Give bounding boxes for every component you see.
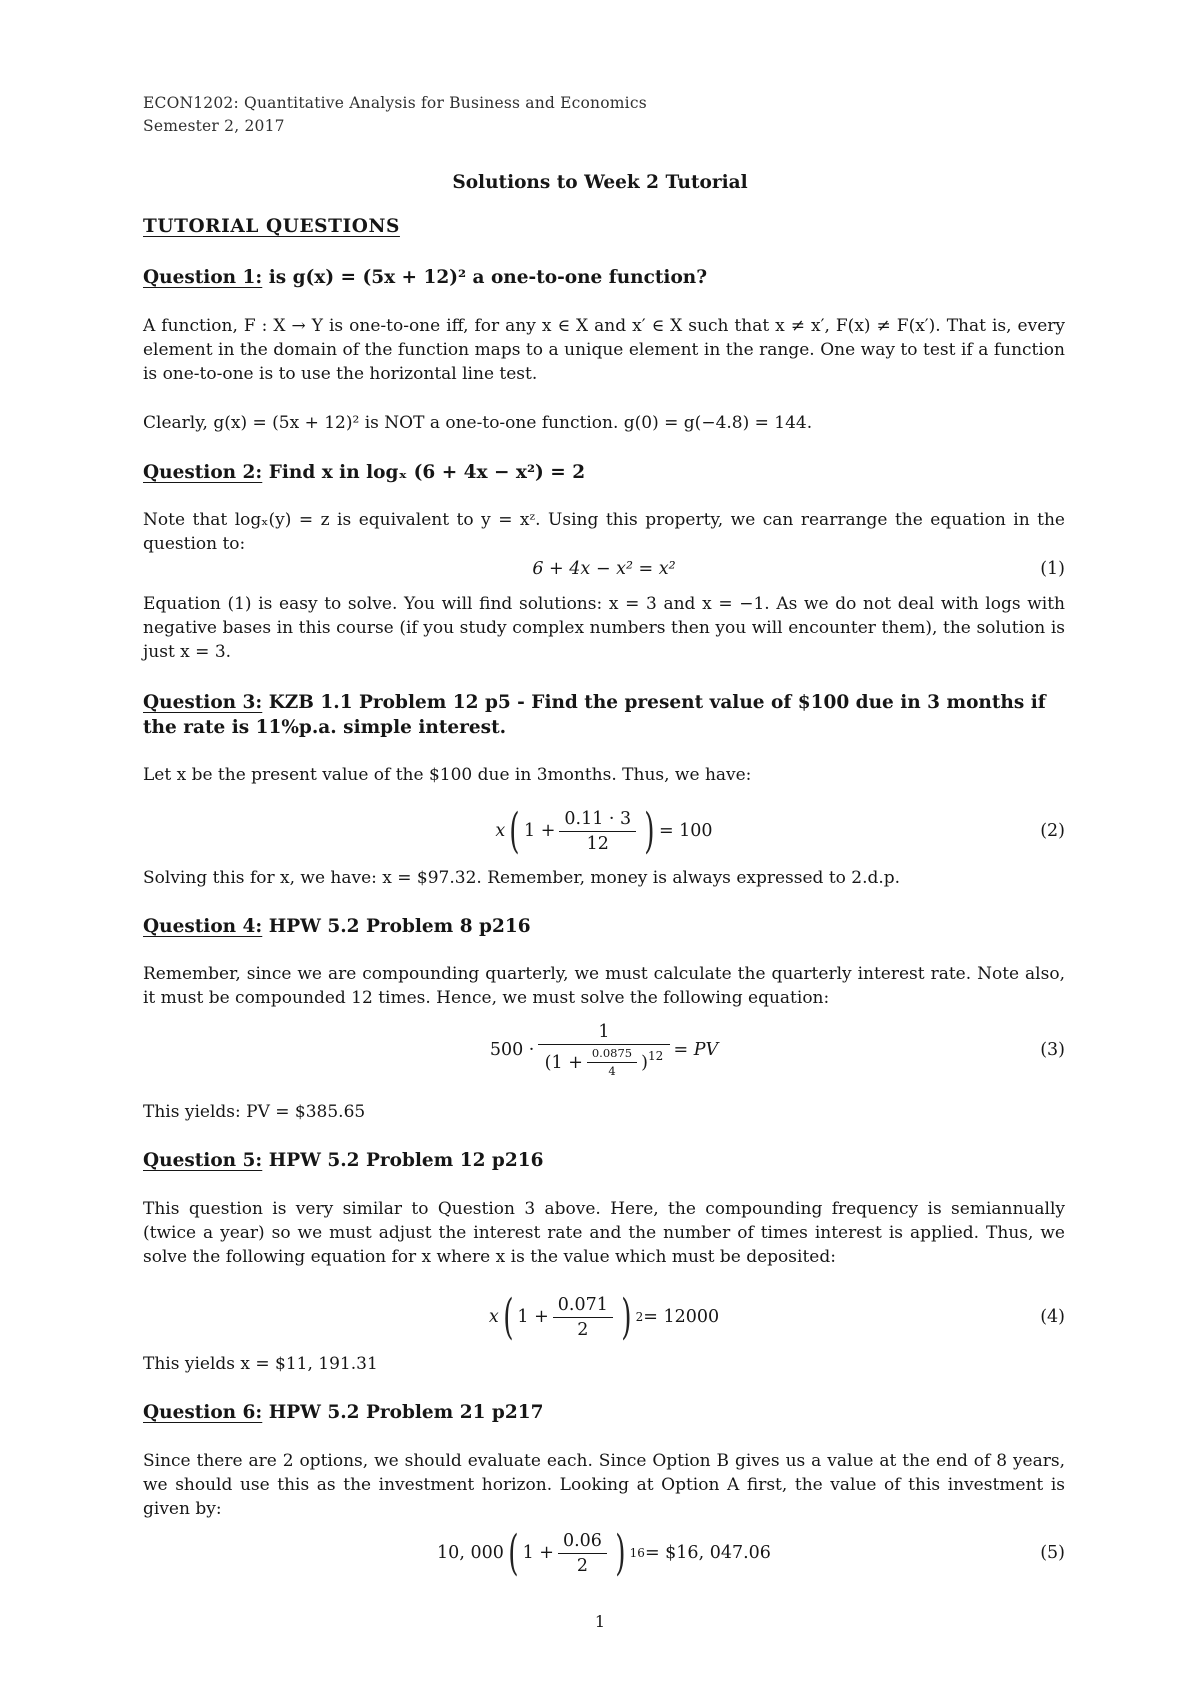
question-4-heading xyxy=(143,914,1065,939)
fraction-denominator: 2 xyxy=(576,1555,588,1576)
section-heading: TUTORIAL QUESTIONS xyxy=(143,216,400,237)
equation-number: (1) xyxy=(1040,559,1065,579)
equation-rhs: = PV xyxy=(673,1040,719,1060)
inner-denominator: 4 xyxy=(608,1064,616,1078)
question-label: Question 3: xyxy=(143,692,263,713)
close-paren: ) xyxy=(615,1525,626,1581)
denominator-open: (1 + xyxy=(544,1052,583,1073)
fraction-numerator: 1 xyxy=(538,1022,669,1045)
question-6-paragraph-1: Since there are 2 options, we should evaluate each. Since Option B gives us a value at the end of 8 years, we should use this as the investment horizon. Looking at Option A first, the value of this investment is given by: xyxy=(143,1451,1065,1519)
question-2-paragraph-2: Equation (1) is easy to solve. You will find solutions: x = 3 and x = −1. As we do not deal with logs with negative bases in this course (if you study complex numbers then you will encounter them), the solution is just x = 3. xyxy=(143,594,1065,662)
close-paren: ) xyxy=(644,803,655,859)
denominator-exponent: 12 xyxy=(647,1048,664,1063)
question-4-paragraph-1: Remember, since we are compounding quarterly, we must calculate the quarterly interest rate. Note also, it must be compounded 12 times. Hence, we must solve the following equation: xyxy=(143,964,1065,1008)
open-paren: ( xyxy=(509,803,520,859)
fraction-numerator: 0.071 xyxy=(553,1295,613,1318)
question-label: Question 2: xyxy=(143,462,263,483)
question-2-paragraph-1: Note that logₓ(y) = z is equivalent to y = xᶻ. Using this property, we can rearrange the equation in the question to: xyxy=(143,510,1065,554)
question-label: Question 5: xyxy=(143,1150,263,1171)
equation-number: (5) xyxy=(1040,1543,1065,1563)
equation-3 xyxy=(143,1020,1065,1080)
question-1-paragraph-2: Clearly, g(x) = (5x + 12)² is NOT a one-to-one function. g(0) = g(−4.8) = 144. xyxy=(143,413,813,433)
equation-4 xyxy=(143,1286,1065,1348)
equation-fraction xyxy=(553,1295,613,1340)
equation-one: 1 + xyxy=(517,1307,549,1327)
document-header xyxy=(143,92,647,138)
page-number: 1 xyxy=(594,1612,606,1631)
question-text: HPW 5.2 Problem 21 p217 xyxy=(268,1402,544,1423)
question-label: Question 6: xyxy=(143,1402,263,1423)
equation-2 xyxy=(143,800,1065,862)
equation-one: 1 + xyxy=(522,1543,554,1563)
question-2-heading xyxy=(143,460,1065,485)
equation-1 xyxy=(143,556,1065,582)
equation-fraction xyxy=(559,809,636,854)
close-paren: ) xyxy=(621,1289,632,1345)
semester-line: Semester 2, 2017 xyxy=(143,117,285,135)
equation-exponent: 2 xyxy=(635,1310,644,1324)
page-title: Solutions to Week 2 Tutorial xyxy=(452,172,748,193)
question-label: Question 1: xyxy=(143,267,263,288)
fraction-denominator: 2 xyxy=(577,1319,589,1340)
open-paren: ( xyxy=(508,1525,519,1581)
question-3-paragraph-1: Let x be the present value of the $100 due in 3months. Thus, we have: xyxy=(143,765,752,785)
question-3-heading xyxy=(143,690,1065,740)
question-1-paragraph-1: A function, F : X → Y is one-to-one iff, for any x ∈ X and x′ ∈ X such that x ≠ x′, F(x) ≠ F(x′). That is, every element in the domain of the function maps to a unique element in the range. One way to test if a function is one-to-one is to use the horizontal line test. xyxy=(143,316,1065,384)
course-title: ECON1202: Quantitative Analysis for Business and Economics xyxy=(143,94,647,112)
question-text: HPW 5.2 Problem 8 p216 xyxy=(268,916,531,937)
question-text: is g(x) = (5x + 12)² a one-to-one function? xyxy=(268,267,708,288)
equation-body: 6 + 4x − x² = x² xyxy=(532,559,676,579)
question-5-heading xyxy=(143,1148,1065,1173)
question-1-heading xyxy=(143,265,1065,290)
fraction-numerator: 0.06 xyxy=(558,1531,607,1554)
equation-lhs: x xyxy=(488,1307,499,1327)
equation-exponent: 16 xyxy=(629,1546,645,1560)
question-text: HPW 5.2 Problem 12 p216 xyxy=(268,1150,544,1171)
fraction-denominator: 12 xyxy=(586,833,609,854)
question-5-paragraph-1: This question is very similar to Question 3 above. Here, the compounding frequency is semiannually (twice a year) so we must adjust the interest rate and the number of times interest is applied. Thus, we solve the following equation for x where x is the value which must be deposited: xyxy=(143,1199,1065,1267)
question-4-paragraph-2: This yields: PV = $385.65 xyxy=(143,1102,366,1122)
equation-lhs: 500 · xyxy=(489,1040,535,1060)
equation-lhs: x xyxy=(495,821,506,841)
denominator-close: ) xyxy=(641,1052,648,1073)
equation-fraction xyxy=(538,1022,669,1078)
inner-numerator: 0.0875 xyxy=(587,1047,637,1063)
question-text: KZB 1.1 Problem 12 p5 - Find the present value of $100 due in 3 months if the rate is 11%p.a. simple interest. xyxy=(143,692,1046,738)
equation-fraction xyxy=(558,1531,607,1576)
equation-5 xyxy=(143,1522,1065,1584)
question-3-paragraph-2: Solving this for x, we have: x = $97.32. Remember, money is always expressed to 2.d.p. xyxy=(143,868,901,888)
equation-rhs: = $16, 047.06 xyxy=(644,1543,771,1563)
equation-rhs: = 100 xyxy=(658,821,713,841)
equation-lhs: 10, 000 xyxy=(437,1543,504,1563)
question-6-heading xyxy=(143,1400,1065,1425)
question-label: Question 4: xyxy=(143,916,263,937)
equation-rhs: = 12000 xyxy=(643,1307,720,1327)
question-text: Find x in logₓ (6 + 4x − x²) = 2 xyxy=(268,462,586,483)
fraction-denominator xyxy=(540,1045,669,1078)
open-paren: ( xyxy=(502,1289,514,1345)
equation-number: (4) xyxy=(1040,1307,1065,1327)
equation-number: (2) xyxy=(1040,821,1065,841)
fraction-numerator: 0.11 · 3 xyxy=(559,809,636,832)
inner-fraction xyxy=(587,1047,637,1078)
equation-one: 1 + xyxy=(524,821,556,841)
question-5-paragraph-2: This yields x = $11, 191.31 xyxy=(143,1354,378,1374)
equation-number: (3) xyxy=(1040,1040,1065,1060)
